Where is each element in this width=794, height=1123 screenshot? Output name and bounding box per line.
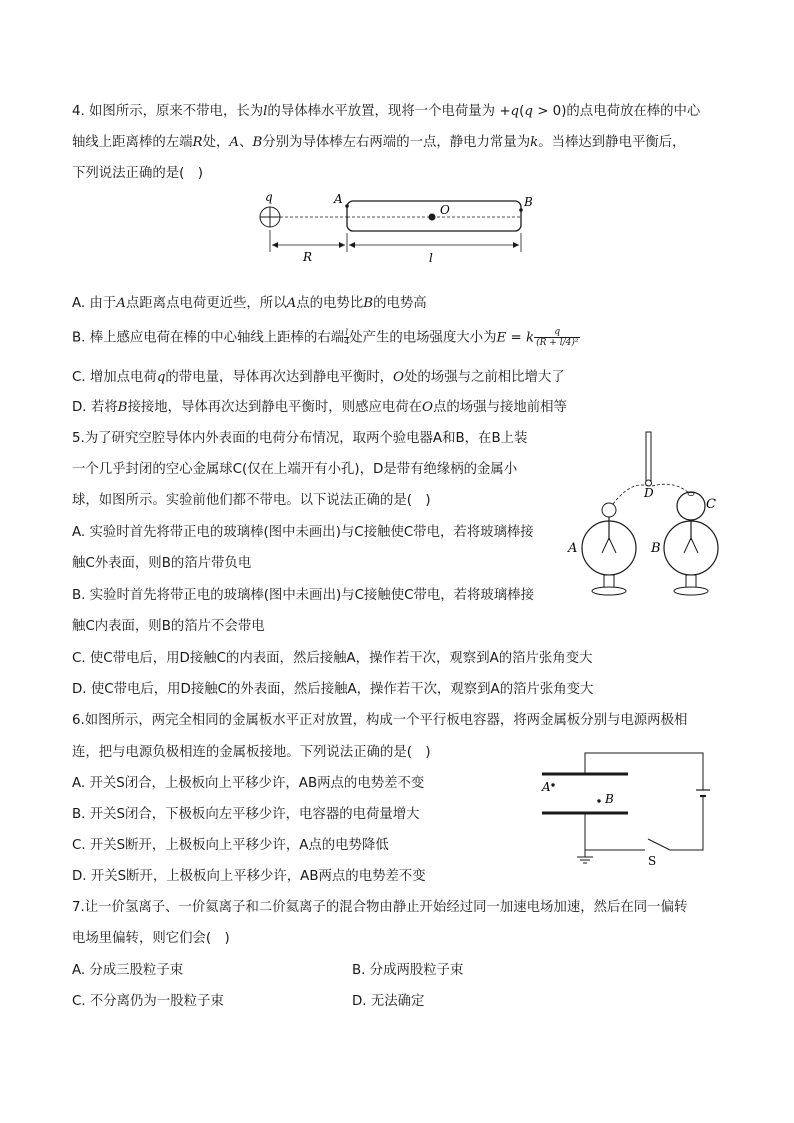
frac-num: q: [534, 327, 580, 338]
q4-text: > 0)的点电荷放在棒的中心: [532, 104, 701, 119]
q4-text: 处产生的电场强度大小为: [349, 330, 497, 346]
q4-var-q: q: [156, 370, 166, 385]
field-fraction: [534, 327, 580, 348]
insulating-handle: [646, 432, 651, 482]
label-B: B: [651, 541, 661, 556]
q7-option-d: D. 无法确定: [352, 994, 425, 1009]
q5-option-a-line-1: A. 实验时首先将带正电的玻璃棒(图中未画出)与C接触使C带电，若将玻璃棒接: [72, 525, 534, 540]
q5-stem-line-1: 5.为了研究空腔导体内外表面的电荷分布情况，取两个验电器A和B，在B上装: [72, 431, 528, 446]
label-A: A: [542, 780, 551, 794]
point-B-dot: [597, 799, 600, 802]
lower-wire: [585, 813, 645, 850]
q4-text: 4. 如图所示，原来不带电，长为: [72, 104, 264, 119]
label-S: S: [648, 854, 657, 868]
q4-var-A: A: [116, 296, 126, 311]
point-A-dot: [551, 783, 554, 786]
label-R: R: [303, 250, 313, 264]
q7-stem-line-1: 7.让一价氢离子、一价氦离子和二价氦离子的混合物由静止开始经过同一加速电场加速，然后在同一偏转: [72, 900, 688, 915]
q6-option-d: D. 开关S断开，上极板向上平移少许，AB两点的电势差不变: [72, 869, 426, 884]
dashed-path-to-A: [610, 485, 648, 508]
label-q: q: [265, 190, 273, 204]
q7-option-b: B. 分成两股粒子束: [352, 963, 464, 978]
center-point-O: [429, 214, 436, 221]
q6-stem-line-1: 6.如图所示，两完全相同的金属板水平正对放置，构成一个平行板电容器，将两金属板分别与电源两极相: [72, 713, 688, 728]
q4-stem-line-1: [72, 103, 700, 121]
q6-figure-capacitor-circuit: [530, 744, 730, 874]
q5-option-b-line-2: 触C内表面，则B的箔片不会带电: [72, 619, 265, 634]
label-B: B: [605, 792, 614, 806]
q5-option-d: D. 使C带电后，用D接触C的外表面，然后接触A，操作若干次，观察到A的箔片张角变大: [72, 682, 594, 697]
sphere-opening: [688, 493, 694, 496]
frac-num: l: [345, 328, 348, 337]
q5-stem-line-3: 球，如图所示。实验前他们都不带电。以下说法正确的是( ): [72, 493, 431, 508]
q4-text: 轴线上距离棒的左端: [72, 135, 193, 150]
q5-option-b-line-1: B. 实验时首先将带正电的玻璃棒(图中未画出)与C接触使C带电，若将玻璃棒接: [72, 588, 534, 603]
q4-text: 点的电势比: [296, 296, 364, 311]
dashed-path-to-C: [652, 484, 690, 494]
q4-option-c: [72, 369, 565, 387]
q4-text: 的导体棒水平放置，现将一个电荷量为 +: [267, 104, 511, 119]
q4-text: 分别为导体棒左右两端的一点，静电力常量为: [262, 135, 531, 150]
q6-stem-line-2: 连，把与电源负极相连的金属板接地。下列说法正确的是( ): [72, 745, 431, 760]
q4-var-B: B: [363, 296, 374, 311]
q4-var-A: A: [286, 296, 297, 311]
q4-text: 的带电量，导体再次达到静电平衡时，: [165, 370, 394, 385]
q4-text: B. 棒上感应电荷在棒的中心轴线上距棒的右端: [72, 330, 345, 346]
q4-text: 的电势高: [373, 296, 427, 311]
label-A: A: [334, 192, 343, 206]
q5-option-a-line-2: 触C外表面，则B的箔片带负电: [72, 556, 252, 571]
upper-wire: [585, 753, 703, 790]
label-l: l: [429, 251, 433, 265]
q6-option-a: A. 开关S闭合，上极板向上平移少许，AB两点的电势差不变: [72, 776, 425, 791]
q4-option-d: [72, 399, 567, 417]
q6-option-c: C. 开关S断开，上极板向上平移少许，A点的电势降低: [72, 838, 389, 853]
q4-text: 处，: [202, 135, 230, 150]
q5-stem-line-2: 一个几乎封闭的空心金属球C(仅在上端开有小孔)，D是带有绝缘柄的金属小: [72, 462, 518, 477]
q4-var-l: l: [263, 104, 268, 119]
q4-var-O: O: [422, 400, 434, 415]
q4-var-k: k: [530, 135, 539, 150]
electroscope-a-base: [592, 587, 626, 595]
hollow-sphere-C: [677, 492, 705, 520]
q4-text: =: [506, 330, 527, 346]
q4-var-B: B: [252, 135, 263, 150]
point-A-dot: [345, 204, 349, 208]
q4-text: A. 由于: [72, 296, 117, 311]
q4-option-a: [72, 295, 427, 313]
q4-var-q: q: [524, 104, 533, 119]
label-O: O: [440, 203, 450, 217]
q4-text: 。当棒达到静电平衡后，: [538, 135, 686, 150]
q7-option-c: C. 不分离仍为一股粒子束: [72, 994, 224, 1009]
right-wire: [670, 796, 703, 850]
q5-option-c: C. 使C带电后，用D接触C的内表面，然后接触A，操作若干次，观察到A的箔片张角变大: [72, 651, 593, 666]
label-A: A: [568, 541, 578, 556]
label-D: D: [644, 486, 654, 500]
frac-den: (R + l/4)²: [536, 338, 579, 348]
q4-text: 点距离点电荷更近些，所以: [125, 296, 287, 311]
q4-text: 处的场强与之前相比增大了: [404, 370, 565, 385]
q4-stem-line-3: 下列说法正确的是( ): [72, 166, 203, 181]
q4-text: 接接地，导体再次达到静电平衡时，则感应电荷在: [127, 400, 423, 415]
frac-den: 4: [344, 337, 350, 346]
q7-option-a: A. 分成三股粒子束: [72, 963, 184, 978]
q4-text: D. 若将: [72, 400, 118, 415]
q4-text: 、: [239, 135, 253, 150]
q4-text: 点的场强与接地前相等: [433, 400, 567, 415]
point-B-dot: [519, 208, 523, 212]
q4-var-B: B: [117, 400, 128, 415]
q4-text: (: [519, 104, 525, 119]
q4-text: C. 增加点电荷: [72, 370, 157, 385]
q4-option-b: [72, 327, 580, 348]
q4-var-R: R: [192, 135, 203, 150]
q4-var-A: A: [229, 135, 240, 150]
q4-var-k: k: [526, 330, 535, 346]
q4-figure-conductor-rod: [250, 190, 550, 268]
q6-option-b: B. 开关S闭合，下极板向左平移少许，电容器的电荷量增大: [72, 807, 420, 822]
q4-var-q: q: [510, 104, 520, 119]
q4-stem-line-2: [72, 134, 686, 152]
q7-stem-line-2: 电场里偏转，则它们会( ): [72, 931, 230, 946]
q5-figure-electroscopes: [560, 428, 740, 603]
label-B: B: [524, 195, 533, 209]
q4-var-O: O: [393, 370, 405, 385]
q4-var-E: E: [496, 330, 507, 346]
label-C: C: [706, 497, 716, 512]
switch-blade: [648, 839, 670, 850]
electroscope-b-base: [674, 587, 708, 595]
electroscope-a-knob: [602, 503, 616, 517]
